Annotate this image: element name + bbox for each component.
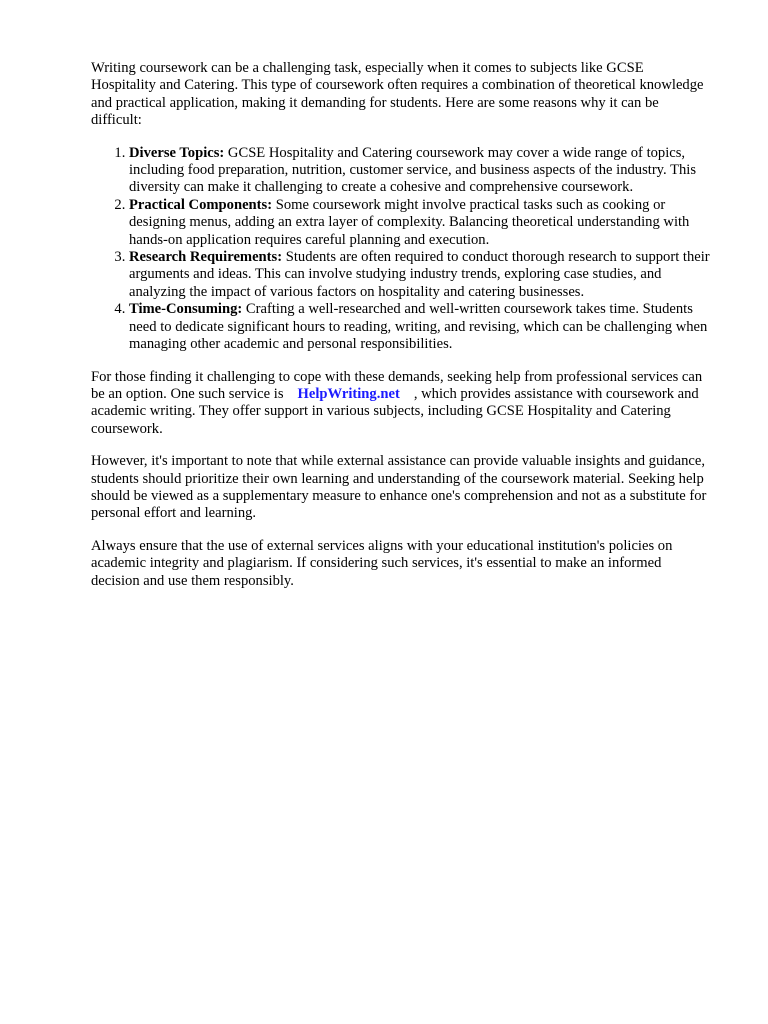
note-paragraph: However, it's important to note that while external assistance can provide valuable insights and guidance, students should prioritize their own learning and understanding of the coursework material. Seeking help should be viewed as a supplementary measure to enhance one's comprehension and not as a substitute for personal effort and learning.: [91, 453, 707, 522]
help-paragraph-after: , which provides assistance with coursework and academic writing. They offer support in various subjects, including GCSE Hospitality and Catering coursework.: [91, 385, 699, 437]
help-paragraph: [91, 369, 711, 439]
intro-paragraph: Writing coursework can be a challenging task, especially when it comes to subjects like GCSE Hospitality and Catering. This type of coursework often requires a combination of theoretical knowledge and practical application, making it demanding for students. Here are some reasons why it can be difficult:: [91, 60, 704, 129]
list-item-term: Practical Components:: [129, 196, 273, 213]
list-item-text: GCSE Hospitality and Catering coursework may cover a wide range of topics, including food preparation, nutrition, customer service, and business aspects of the industry. This diversity can make it challenging to create a cohesive and comprehensive coursework.: [129, 144, 697, 196]
closing-paragraph: Always ensure that the use of external services aligns with your educational institution's policies on academic integrity and plagiarism. If considering such services, it's essential to make an informed decision and use them responsibly.: [91, 537, 673, 589]
reasons-list: [91, 145, 711, 354]
list-item-term: Research Requirements:: [129, 249, 283, 266]
list-item-text: Some coursework might involve practical tasks such as cooking or designing menus, adding an extra layer of complexity. Balancing theoretical understanding with hands-on application requires careful planning and execution.: [129, 196, 690, 248]
list-item-text: Students are often required to conduct thorough research to support their arguments and ideas. This can involve studying industry trends, exploring case studies, and analyzing the impact of various factors on hospitality and catering businesses.: [129, 249, 710, 300]
list-item: [129, 301, 711, 353]
help-paragraph-before: For those finding it challenging to cope with these demands, seeking help from professional services can be an option. One such service is: [91, 368, 703, 402]
list-item: [129, 145, 711, 197]
list-item-term: Time-Consuming:: [129, 301, 243, 318]
list-item-text: Crafting a well-researched and well-written coursework takes time. Students need to dedicate significant hours to reading, writing, and revising, which can be challenging when managing other academic and personal responsibilities.: [129, 301, 708, 353]
list-item: [129, 197, 711, 249]
list-item-term: Diverse Topics:: [129, 144, 225, 161]
helpwriting-link[interactable]: HelpWriting.net: [297, 385, 400, 402]
list-item: [129, 249, 711, 301]
document-page: [91, 60, 711, 605]
